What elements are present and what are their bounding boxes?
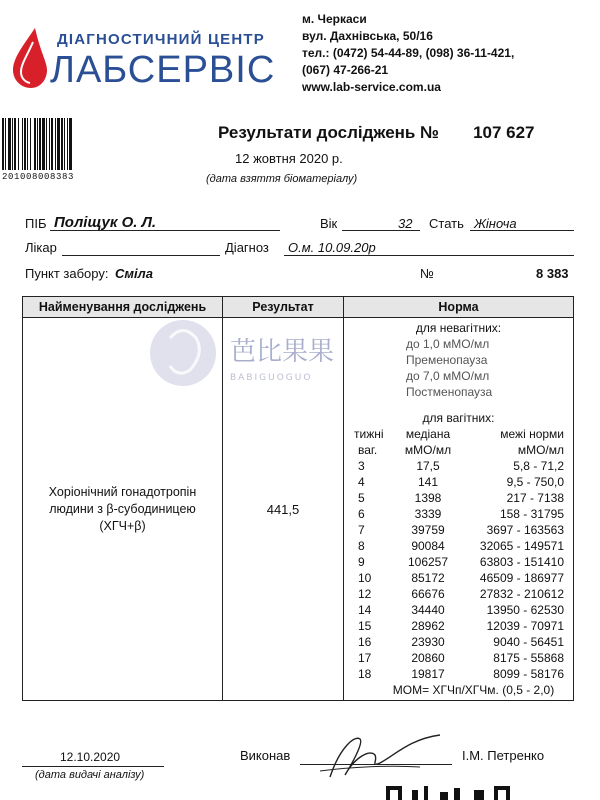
norm-range: 8175 - 55868: [493, 651, 564, 665]
norm-row: [344, 474, 573, 490]
issue-date: 12.10.2020: [60, 750, 121, 764]
norm-median: 90084: [411, 539, 445, 553]
norm-range: 8099 - 58176: [493, 667, 564, 681]
brand-name: ЛАБСЕРВІС: [50, 49, 276, 91]
norm-range: 217 - 7138: [506, 491, 564, 505]
norm-median: 20860: [411, 651, 445, 665]
report-title: [218, 123, 535, 143]
sample-date-note: (дата взяття біоматеріалу): [206, 173, 358, 185]
pib-label: ПІБ: [25, 216, 47, 231]
norm-median: 19817: [411, 667, 445, 681]
address-street: вул. Дахнівська, 50/16: [302, 29, 433, 43]
barcode-bar: [61, 118, 63, 170]
norm-range: 12039 - 70971: [486, 619, 564, 633]
col-range: межі норми: [500, 427, 564, 441]
barcode-bar: [37, 118, 38, 170]
norm-week: 17: [358, 651, 372, 665]
barcode-bar: [51, 118, 53, 170]
norm-week: 5: [358, 491, 365, 505]
norm-row: [344, 554, 573, 570]
barcode-bar: [14, 118, 16, 170]
norm-row: [344, 570, 573, 586]
norm-row: [344, 458, 573, 474]
barcode-bar: [5, 118, 6, 170]
norm-range: 5,8 - 71,2: [513, 459, 564, 473]
nonpregnant-row-2: до 7,0 мМО/мл Постменопауза: [406, 369, 493, 399]
norm-week: 4: [358, 475, 365, 489]
doctor-underline: [62, 238, 220, 256]
norm-median: 17,5: [416, 459, 440, 473]
norm-range: 9040 - 56451: [493, 635, 564, 649]
barcode-bar: [30, 118, 31, 170]
doctor-label: Лікар: [25, 240, 57, 255]
barcode: [2, 118, 112, 170]
norm-row: [344, 650, 573, 666]
norm-median: 106257: [407, 555, 449, 569]
collection-point-label: Пункт забору:: [25, 266, 109, 281]
mom-formula: МОМ= ХГЧп/ХГЧм. (0,5 - 2,0): [392, 683, 555, 697]
barcode-bar: [55, 118, 56, 170]
barcode-bar: [42, 118, 45, 170]
barcode-bar: [27, 118, 28, 170]
norm-col-headers-2: [344, 442, 573, 458]
norm-week: 12: [358, 587, 372, 601]
test-name: Хоріонічний гонадотропін людини з β-субодиницею (ХГЧ+β): [48, 484, 197, 533]
nonpregnant-title: для невагітних:: [415, 321, 502, 335]
barcode-bar: [46, 118, 47, 170]
sample-number-label: №: [420, 266, 434, 281]
barcode-number: 201008008383: [2, 172, 75, 182]
barcode-bar: [24, 118, 26, 170]
barcode-bar: [2, 118, 4, 170]
norm-week: 3: [358, 459, 365, 473]
norm-row: [344, 586, 573, 602]
pib-value: Поліщук О. Л.: [54, 214, 157, 231]
barcode-bar: [8, 118, 11, 170]
norm-range: 63803 - 151410: [479, 555, 564, 569]
col-weeks-unit: ваг.: [358, 443, 378, 457]
norm-median: 66676: [411, 587, 445, 601]
norm-row: [344, 634, 573, 650]
col-range-unit: мМО/мл: [517, 443, 564, 457]
norm-median: 85172: [411, 571, 445, 585]
qr-code: [384, 784, 534, 800]
barcode-bar: [67, 118, 68, 170]
norm-row: [344, 538, 573, 554]
nonpregnant-row-1: до 1,0 мМО/мл Пременопауза: [406, 337, 490, 367]
norm-median: 141: [417, 475, 439, 489]
performer-name: І.М. Петренко: [462, 748, 545, 763]
norm-row: [344, 506, 573, 522]
table-row: [23, 318, 574, 701]
center-name: ДІАГНОСТИЧНИЙ ЦЕНТР: [57, 31, 265, 48]
logo-drop-icon: [13, 28, 47, 88]
norm-range: 27832 - 210612: [479, 587, 564, 601]
performer-label: Виконав: [240, 748, 291, 763]
diagnosis-value: О.м. 10.09.20р: [288, 240, 376, 255]
norm-median: 1398: [414, 491, 442, 505]
norm-week: 9: [358, 555, 365, 569]
norm-row: [344, 490, 573, 506]
watermark-text-en: BABIGUOGUO: [230, 373, 313, 383]
sex-label: Стать: [429, 216, 464, 231]
norm-range: 46509 - 186977: [479, 571, 564, 585]
result-cell: [223, 318, 344, 701]
barcode-bar: [34, 118, 36, 170]
address-phones-2: (067) 47-266-21: [302, 63, 389, 77]
watermark-text-cn: 芭比果果: [230, 337, 335, 367]
sample-date: 12 жовтня 2020 р.: [235, 151, 343, 166]
sample-number-value: 8 383: [536, 266, 569, 281]
barcode-bar: [39, 118, 41, 170]
address-phones-1: тел.: (0472) 54-44-89, (098) 36-11-421,: [302, 46, 515, 60]
barcode-bar: [64, 118, 65, 170]
test-name-cell: [23, 318, 223, 701]
address-city: м. Черкаси: [302, 12, 367, 26]
norm-range: 9,5 - 750,0: [506, 475, 564, 489]
sex-value: Жіноча: [474, 216, 517, 231]
norm-rows: [344, 458, 573, 682]
norm-row: [344, 666, 573, 682]
col-median-unit: мМО/мл: [404, 443, 452, 457]
norm-week: 7: [358, 523, 365, 537]
norm-range: 13950 - 62530: [486, 603, 564, 617]
norm-range: 32065 - 149571: [479, 539, 564, 553]
norm-week: 18: [358, 667, 372, 681]
result-value: 441,5: [266, 501, 300, 517]
norm-median: 3339: [414, 507, 442, 521]
report-number: 107 627: [473, 123, 535, 142]
age-label: Вік: [320, 216, 338, 231]
age-value: 32: [398, 216, 413, 231]
norm-median: 23930: [411, 635, 445, 649]
header-result: Результат: [223, 297, 344, 318]
barcode-bar: [18, 118, 19, 170]
address-website: www.lab-service.com.ua: [302, 80, 441, 94]
barcode-bar: [69, 118, 72, 170]
norm-col-headers-1: [344, 426, 573, 442]
norm-row: [344, 522, 573, 538]
table-header-row: [23, 297, 574, 318]
header-norm: Норма: [344, 297, 574, 318]
barcode-bar: [22, 118, 23, 170]
barcode-bar: [57, 118, 60, 170]
address-block: [302, 11, 514, 96]
signature-image: [300, 727, 450, 787]
norm-week: 16: [358, 635, 372, 649]
norm-week: 6: [358, 507, 365, 521]
pregnant-title: для вагітних:: [422, 411, 495, 425]
issue-date-note: (дата видачі аналізу): [35, 769, 145, 781]
norm-week: 8: [358, 539, 365, 553]
diagnosis-label: Діагноз: [225, 240, 269, 255]
norm-range: 3697 - 163563: [486, 523, 564, 537]
norm-row: [344, 602, 573, 618]
header-test-name: Найменування досліджень: [23, 297, 223, 318]
barcode-bar: [49, 118, 50, 170]
issue-date-underline: [22, 766, 164, 767]
norm-row: [344, 618, 573, 634]
norm-median: 28962: [411, 619, 445, 633]
norm-median: 34440: [411, 603, 445, 617]
norm-range: 158 - 31795: [499, 507, 564, 521]
norm-median: 39759: [411, 523, 445, 537]
barcode-bar: [12, 118, 13, 170]
collection-point-value: Сміла: [115, 266, 153, 281]
report-title-text: Результати досліджень №: [218, 123, 440, 142]
norm-week: 14: [358, 603, 372, 617]
norm-week: 10: [358, 571, 372, 585]
norm-cell: [344, 318, 574, 701]
norm-content: [344, 320, 573, 698]
col-weeks: тижні: [354, 427, 384, 441]
norm-week: 15: [358, 619, 372, 633]
results-table: [22, 296, 574, 701]
col-median: медіана: [405, 427, 451, 441]
